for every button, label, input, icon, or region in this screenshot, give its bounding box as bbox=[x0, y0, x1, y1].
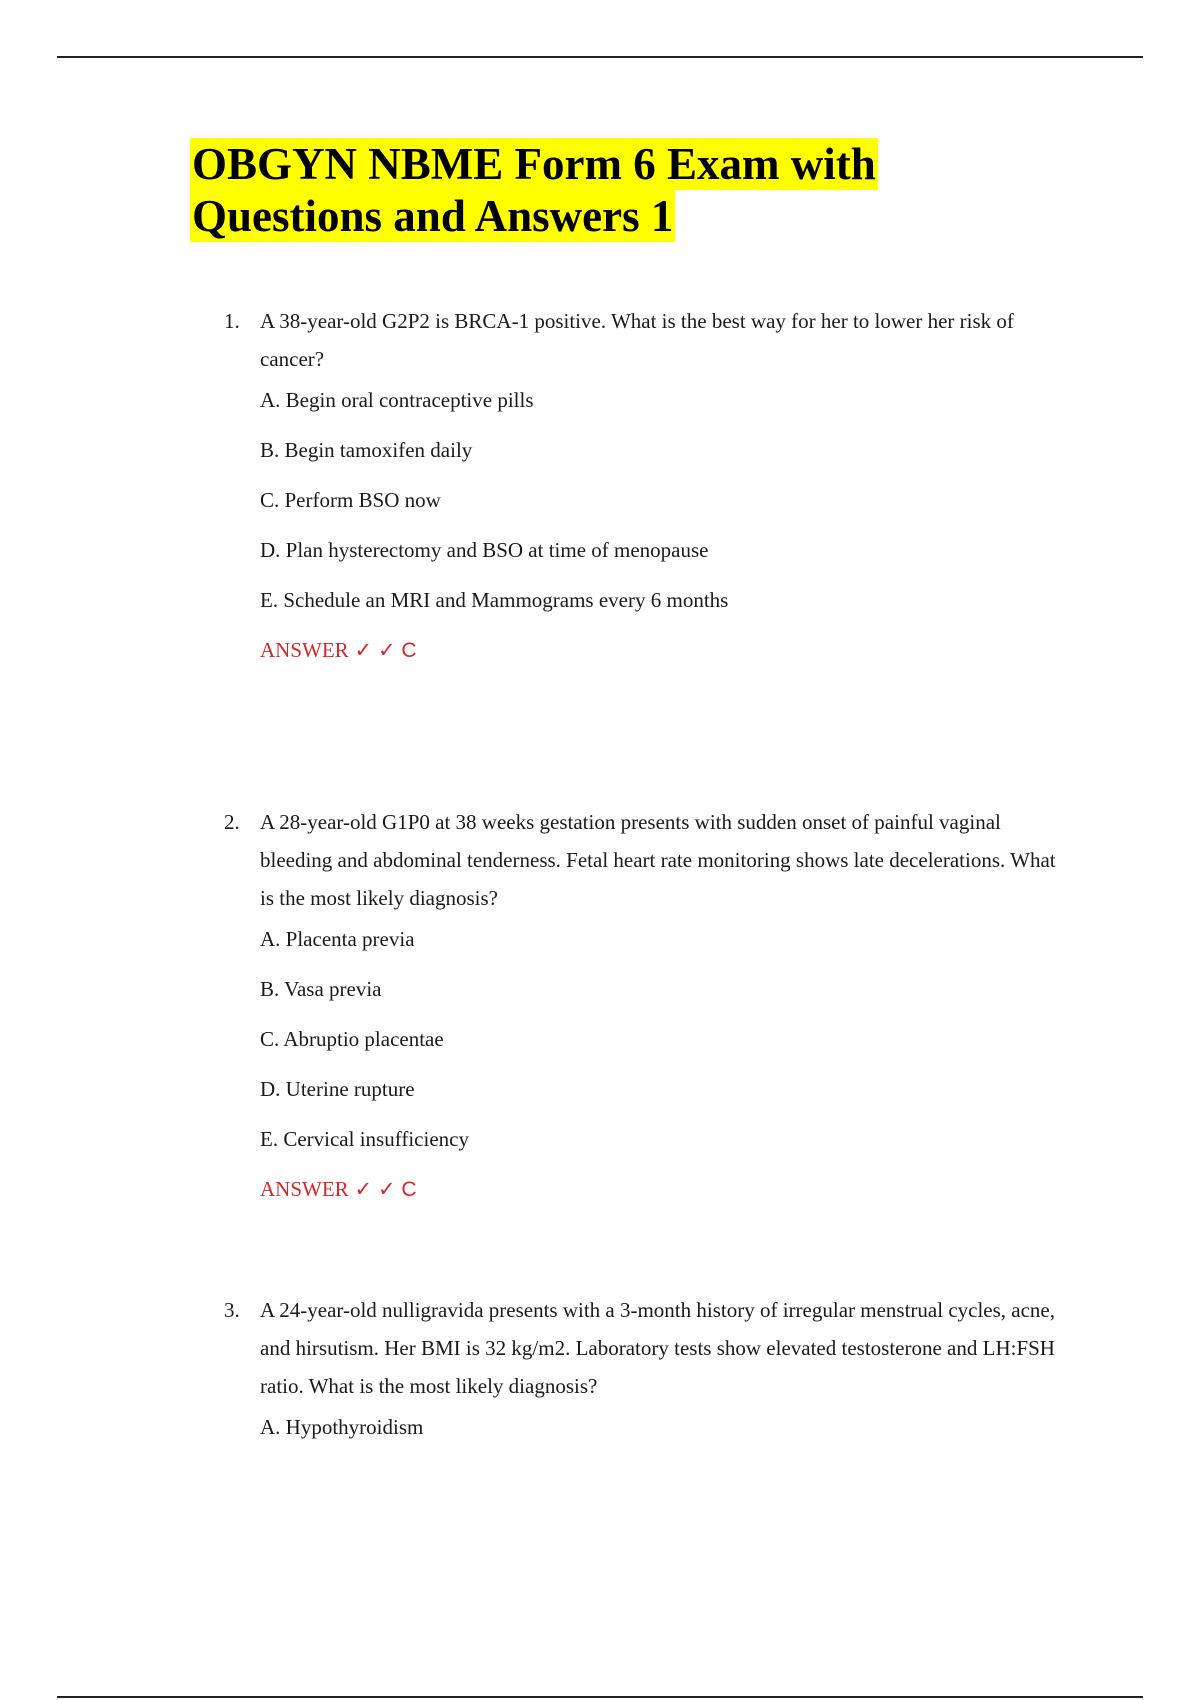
question-2 bbox=[190, 803, 1070, 1202]
answer-line bbox=[190, 638, 1070, 663]
question-number: 1. bbox=[224, 309, 240, 333]
question-stem bbox=[190, 1291, 1070, 1405]
bottom-rule bbox=[57, 1696, 1143, 1698]
question-number: 3. bbox=[224, 1298, 240, 1322]
answer-label: ANSWER bbox=[260, 1177, 349, 1201]
option-a: A. Hypothyroidism bbox=[260, 1415, 424, 1439]
question-text: A 24-year-old nulligravida presents with a 3-month history of irregular menstrual cycles, acne, and hirsutism. Her BMI is 32 kg/m2. Laboratory tests show elevated testosterone and LH:FSH ratio. What is the most likely diagnosis? bbox=[260, 1298, 1056, 1398]
option-c: C. Abruptio placentae bbox=[260, 1027, 444, 1051]
question-text: A 38-year-old G2P2 is BRCA-1 positive. What is the best way for her to lower her risk of cancer? bbox=[260, 309, 1014, 371]
checkmark-icon: ✓ ✓ bbox=[354, 639, 396, 662]
title-line-1: OBGYN NBME Form 6 Exam with bbox=[192, 139, 876, 189]
question-stem bbox=[190, 803, 1070, 917]
option-c: C. Perform BSO now bbox=[260, 488, 441, 512]
option-e: E. Schedule an MRI and Mammograms every 6 months bbox=[260, 588, 729, 612]
answer-value: C bbox=[401, 1178, 417, 1201]
option-e: E. Cervical insufficiency bbox=[260, 1127, 469, 1151]
answer-line bbox=[190, 1177, 1070, 1202]
answer-value: C bbox=[401, 639, 417, 662]
option-b: B. Begin tamoxifen daily bbox=[260, 438, 473, 462]
title-line-2: Questions and Answers 1 bbox=[192, 191, 674, 241]
option-d: D. Uterine rupture bbox=[260, 1077, 415, 1101]
question-number: 2. bbox=[224, 810, 240, 834]
answer-label: ANSWER bbox=[260, 638, 349, 662]
option-d: D. Plan hysterectomy and BSO at time of menopause bbox=[260, 538, 709, 562]
question-text: A 28-year-old G1P0 at 38 weeks gestation presents with sudden onset of painful vaginal bleeding and abdominal tenderness. Fetal heart rate monitoring shows late decelerations. What is the most likely diagnosis? bbox=[260, 810, 1056, 910]
document-title bbox=[190, 138, 878, 242]
checkmark-icon: ✓ ✓ bbox=[354, 1178, 396, 1201]
option-a: A. Begin oral contraceptive pills bbox=[260, 388, 534, 412]
question-1 bbox=[190, 302, 1070, 663]
option-b: B. Vasa previa bbox=[260, 977, 382, 1001]
top-rule bbox=[57, 56, 1143, 58]
question-stem bbox=[190, 302, 1070, 378]
question-3 bbox=[190, 1291, 1070, 1465]
option-a: A. Placenta previa bbox=[260, 927, 415, 951]
